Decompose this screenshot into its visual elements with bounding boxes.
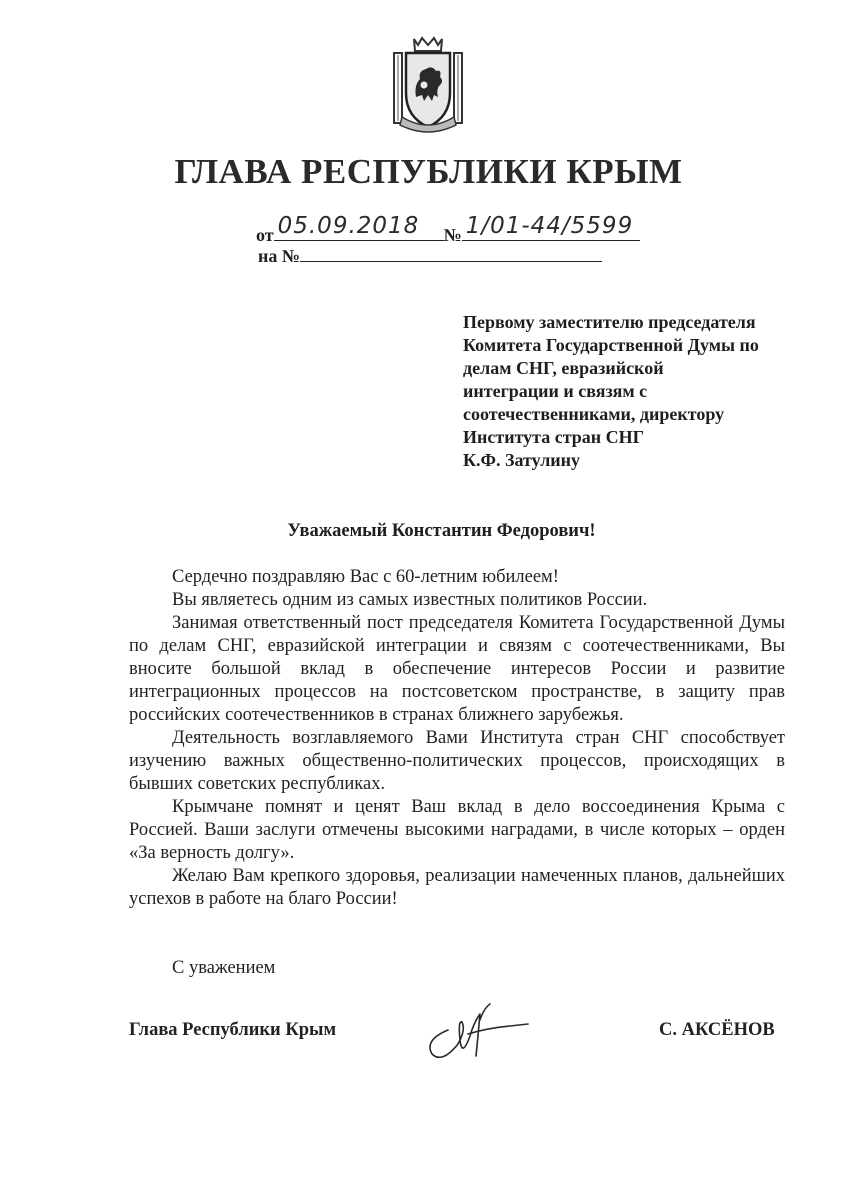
number-prefix: № <box>443 225 462 245</box>
closing: С уважением <box>172 958 276 978</box>
signature-icon <box>418 1000 538 1066</box>
addressee-line: Первому заместителю председателя <box>463 312 756 332</box>
number-value: 1/01-44/5599 <box>465 213 634 239</box>
reply-field <box>300 243 602 262</box>
letter-body <box>129 566 785 911</box>
addressee-line: К.Ф. Затулину <box>463 450 581 470</box>
body-paragraph: Крымчане помнят и ценят Ваш вклад в дело воссоединения Крыма с Россией. Ваши заслуги отмечены высокими наградами, в числе которых – орден «За верность долгу». <box>129 797 785 863</box>
addressee-line: Института стран СНГ <box>463 427 645 447</box>
number-field <box>462 213 640 241</box>
coat-of-arms-icon <box>384 35 472 135</box>
signer-name: С. АКСЁНОВ <box>659 1020 775 1040</box>
body-paragraph: Желаю Вам крепкого здоровья, реализации намеченных планов, дальнейших успехов в работе на благо России! <box>129 866 785 909</box>
body-paragraph: Занимая ответственный пост председателя Комитета Государственной Думы по делам СНГ, евразийской интеграции и связям с соотечественниками, Вы вносите большой вклад в обеспечение интересов России и развитие интеграционных процессов на постсоветском пространстве, в защиту прав российских соотечественников в странах ближнего зарубежья. <box>129 613 785 725</box>
document-title: ГЛАВА РЕСПУБЛИКИ КРЫМ <box>174 152 683 191</box>
body-paragraph: Вы являетесь одним из самых известных политиков России. <box>172 590 648 610</box>
salutation: Уважаемый Константин Федорович! <box>287 521 596 541</box>
body-paragraph: Деятельность возглавляемого Вами Института стран СНГ способствует изучению важных общественно-политических процессов, происходящих в бывших советских республиках. <box>129 728 785 794</box>
reply-prefix: на № <box>258 246 300 266</box>
addressee-line: интеграции и связям с <box>463 381 648 401</box>
date-field <box>274 213 444 241</box>
date-value: 05.09.2018 <box>277 213 420 239</box>
addressee-line: делам СНГ, евразийской <box>463 358 664 378</box>
body-paragraph: Сердечно поздравляю Вас с 60-летним юбилеем! <box>172 567 559 587</box>
signer-title: Глава Республики Крым <box>129 1020 337 1040</box>
reply-row <box>258 243 602 267</box>
addressee-line: Комитета Государственной Думы по <box>463 335 759 355</box>
addressee-line: соотечественниками, директору <box>463 404 725 424</box>
addressee-block <box>463 311 808 472</box>
date-prefix: от <box>256 225 274 245</box>
